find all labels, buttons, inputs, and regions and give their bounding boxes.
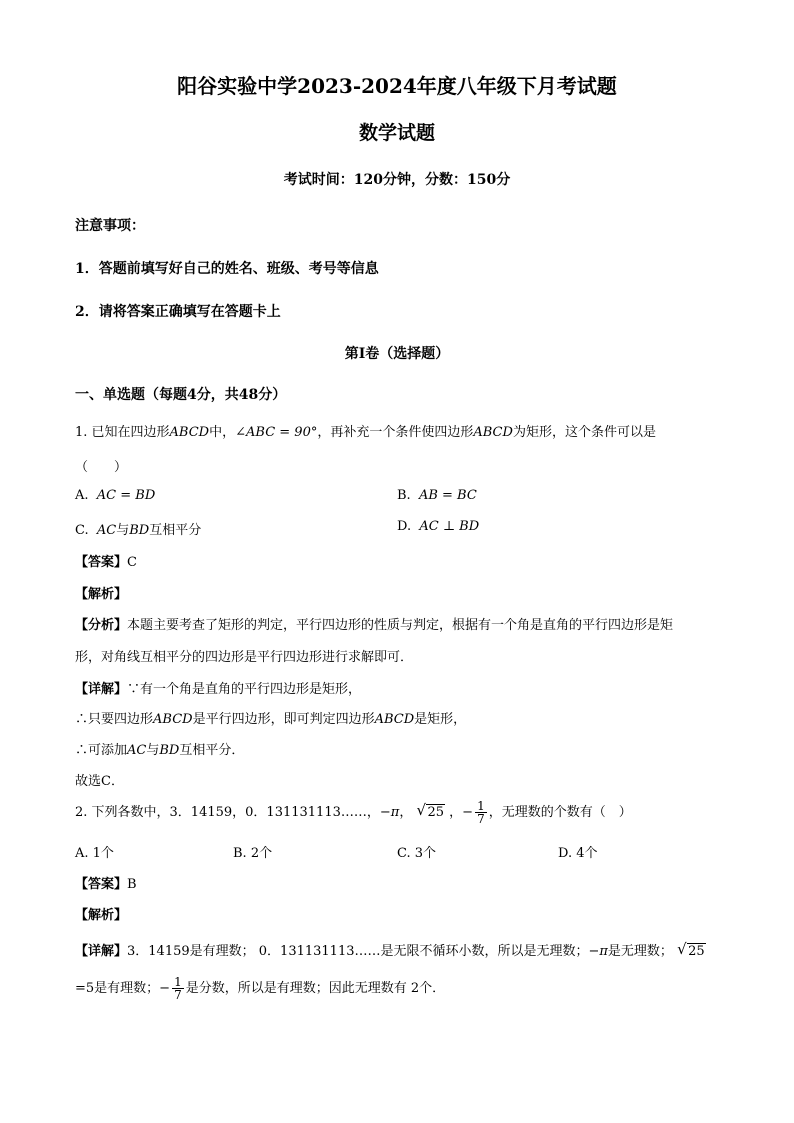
- q1-conclusion: 故选C．: [75, 774, 124, 789]
- denominator: 7: [174, 988, 182, 1002]
- quad-name: ABCD: [374, 712, 415, 727]
- option-label: B.: [397, 488, 411, 503]
- note-item-1: 1．答题前填写好自己的姓名、班级、考号等信息: [75, 261, 379, 277]
- q1-option-b: [397, 488, 477, 503]
- q1-fenxi-line-1: [75, 614, 673, 633]
- detail-text: ∴只要四边形: [75, 712, 154, 727]
- fenxi-tag: 【分析】: [75, 618, 128, 633]
- option-math: AB = BC: [418, 488, 477, 503]
- q1-quad-name: ABCD: [473, 425, 513, 440]
- option-label: D.: [397, 519, 412, 534]
- sqrt-expression: [416, 800, 445, 826]
- q1-stem-text: 1. 已知在四边形: [75, 425, 170, 440]
- q1-stem: [75, 421, 656, 440]
- q2-option-d: D. 4个: [558, 846, 598, 861]
- option-text: 与: [116, 523, 130, 538]
- exam-info: 考试时间：120分钟，分数：150分: [283, 172, 511, 188]
- quad-name: ABCD: [153, 712, 193, 727]
- option-math: AC: [96, 523, 117, 538]
- denominator: 7: [477, 812, 485, 826]
- option-math: AC ⊥ BD: [419, 519, 480, 534]
- option-text: 互相平分: [149, 523, 202, 538]
- q1-detail-line-2: [75, 708, 466, 727]
- detail-tag: 【详解】: [75, 682, 128, 697]
- q1-stem-text: 中，: [209, 425, 236, 440]
- q1-option-d: [397, 519, 479, 534]
- q2-stem-text: ，: [449, 805, 463, 820]
- detail-text: 是矩形，: [414, 712, 467, 727]
- option-math: BD: [129, 523, 150, 538]
- detail-text: =5是有理数；: [75, 981, 160, 996]
- radicand: 25: [688, 944, 705, 959]
- q1-angle: ∠ABC = 90°: [235, 425, 318, 440]
- numerator: 1: [477, 799, 485, 813]
- neg-pi: −π: [588, 944, 608, 959]
- option-label: C.: [75, 523, 89, 538]
- answer-value: C: [127, 555, 137, 570]
- detail-text: 互相平分．: [179, 743, 245, 758]
- detail-text: ∴可添加: [75, 743, 128, 758]
- q1-option-a: [75, 488, 155, 503]
- q1-detail-line-1: [75, 678, 361, 697]
- radicand: 25: [427, 805, 445, 820]
- fraction: [475, 800, 487, 825]
- radical-sign: √: [416, 801, 427, 819]
- subject-title: 数学试题: [358, 122, 435, 144]
- volume-heading: 第I卷（选择题）: [344, 346, 450, 362]
- minus-sign: −: [462, 805, 474, 820]
- section-heading: 一、单选题（每题4分，共48分）: [75, 387, 287, 403]
- q2-option-c: C. 3个: [397, 846, 437, 861]
- detail-text: 是分数，所以是有理数；因此无理数有 2个．: [185, 981, 446, 996]
- q1-stem-text: 为矩形，这个条件可以是: [512, 425, 656, 440]
- math: BD: [159, 743, 180, 758]
- q1-answer: [75, 551, 137, 570]
- q2-detail-line-1: [75, 940, 706, 964]
- fenxi-text: 本题主要考查了矩形的判定，平行四边形的性质与判定，根据有一个角是直角的平行四边形是矩: [127, 618, 674, 633]
- q2-option-b: B. 2个: [233, 846, 273, 861]
- q2-detail-line-2: [75, 976, 445, 1002]
- q1-option-c: [75, 519, 201, 538]
- answer-tag: 【答案】: [75, 555, 128, 570]
- answer-tag: 【答案】: [75, 877, 128, 892]
- numerator: 1: [174, 975, 182, 989]
- detail-text: 是平行四边形，即可判定四边形: [192, 712, 375, 727]
- option-label: A.: [75, 488, 89, 503]
- answer-value: B: [127, 877, 137, 892]
- q2-option-a: A. 1个: [75, 846, 114, 861]
- q1-fenxi-line-2: 形，对角线互相平分的四边形是平行四边形进行求解即可．: [75, 650, 414, 665]
- note-item-2: 2．请将答案正确填写在答题卡上: [75, 304, 281, 320]
- exam-title: 阳谷实验中学2023-2024年度八年级下月考试题: [177, 74, 617, 98]
- detail-text: 3．14159是有理数； 0．131131113……是无限不循环小数，所以是无理数；: [127, 944, 589, 959]
- radical-sign: √: [677, 940, 687, 958]
- option-math: AC = BD: [96, 488, 156, 503]
- q2-stem-text: ，: [399, 805, 413, 820]
- detail-tag: 【详解】: [75, 944, 128, 959]
- q1-detail-line-3: [75, 739, 244, 758]
- q2-stem-text: 2. 下列各数中，3．14159，0．131131113……，: [75, 805, 380, 820]
- q2-stem-text: ，无理数的个数有（ ）: [488, 805, 632, 820]
- detail-text: 是无理数；: [607, 944, 673, 959]
- detail-text: 与: [146, 743, 160, 758]
- q2-answer: [75, 873, 137, 892]
- notes-heading: 注意事项：: [75, 218, 145, 234]
- neg-pi: −π: [379, 805, 400, 820]
- q1-answer-paren: （ ）: [75, 460, 128, 475]
- detail-text: ∵有一个角是直角的平行四边形是矩形，: [127, 682, 362, 697]
- math: AC: [127, 743, 147, 758]
- q1-quad-name: ABCD: [169, 425, 210, 440]
- fraction: [172, 976, 184, 1001]
- q1-stem-text: ，再补充一个条件使四边形: [317, 425, 474, 440]
- sqrt-expression: [677, 940, 706, 964]
- q2-stem: [75, 800, 632, 826]
- q1-analysis-tag: 【解析】: [75, 587, 128, 602]
- minus-sign: −: [159, 981, 171, 996]
- q2-analysis-tag: 【解析】: [75, 908, 128, 923]
